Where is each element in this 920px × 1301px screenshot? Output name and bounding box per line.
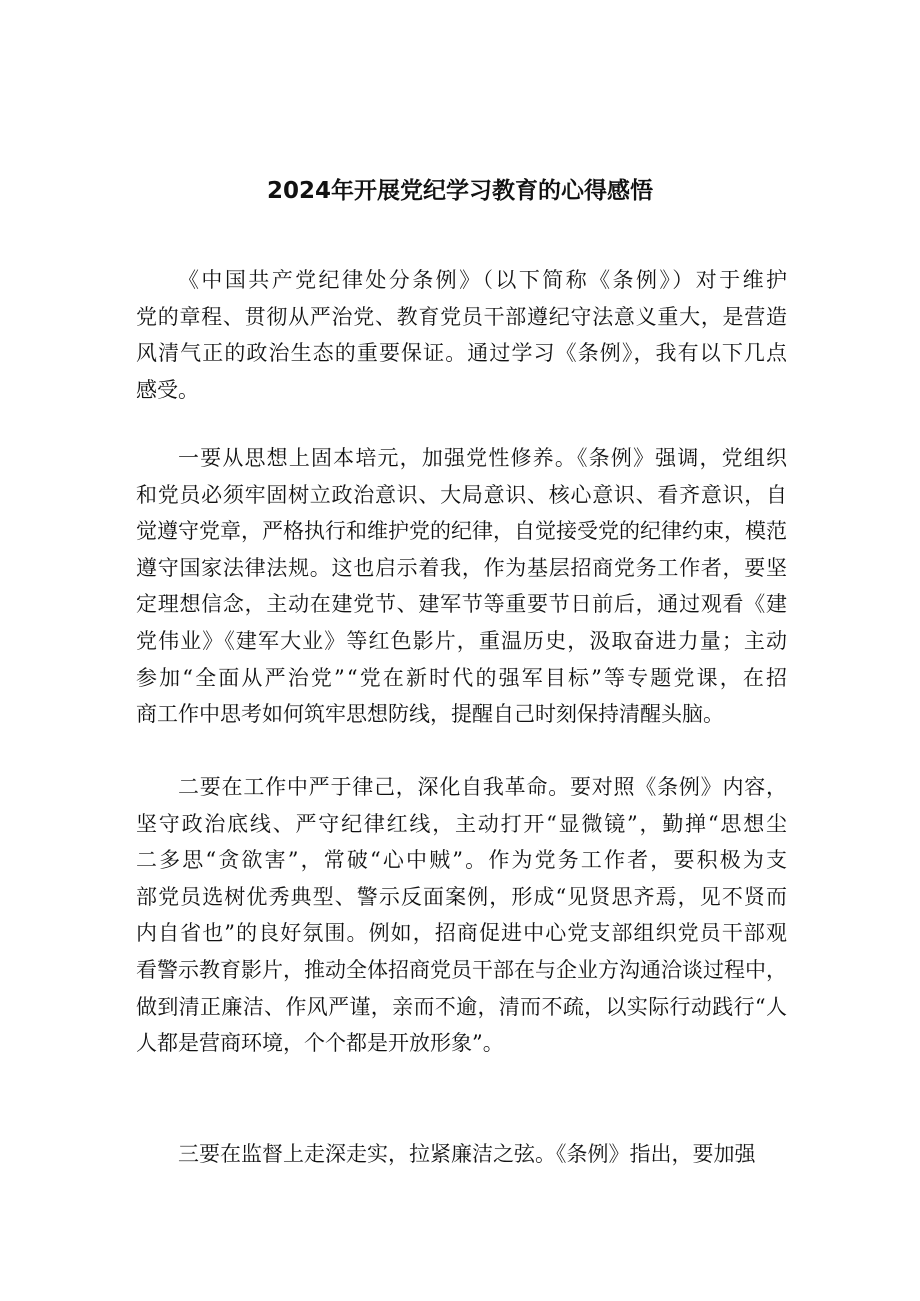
paragraph-4 [136,1136,787,1173]
paragraph-1 [136,262,790,408]
paragraph-line: 一要从思想上固本培元，加强党性修养。《条例》强调，党组织 [178,446,789,470]
paragraph-line: 人都是营商环境，个个都是开放形象”。 [136,1031,504,1056]
paragraph-line: 感受。 [136,377,199,402]
paragraph-line: 觉遵守党章，严格执行和维护党的纪律，自觉接受党的纪律约束，模范 [136,519,787,544]
paragraph-line: 二多思“贪欲害”，常破“心中贼”。作为党务工作者，要积极为支 [136,848,790,873]
paragraph-line: 部党员选树优秀典型、警示反面案例，形成“见贤思齐焉，见不贤而 [136,884,789,909]
document-title: 2024年开展党纪学习教育的心得感悟 [266,178,653,204]
paragraph-line: 商工作中思考如何筑牢思想防线，提醒自己时刻保持清醒头脑。 [136,702,724,727]
paragraph-line: 党的章程、贯彻从严治党、教育党员干部遵纪守法意义重大，是营造 [136,304,788,329]
paragraph-3 [136,769,790,1062]
paragraph-line: 定理想信念，主动在建党节、建军节等重要节日前后，通过观看《建 [136,592,788,617]
paragraph-line: 遵守国家法律法规。这也启示着我，作为基层招商党务工作者，要坚 [136,555,788,580]
paragraph-line: 和党员必须牢固树立政治意识、大局意识、核心意识、看齐意识，自 [136,482,788,507]
paragraph-line: 《中国共产党纪律处分条例》（以下简称《条例》）对于维护 [178,268,790,292]
paragraph-2 [136,440,790,733]
paragraph-line: 坚守政治底线、严守纪律红线，主动打开“显微镜”，勤掸“思想尘 [136,811,789,836]
paragraph-line: 二要在工作中严于律己，深化自我革命。要对照《条例》内容， [178,775,788,799]
paragraph-line: 党伟业》《建军大业》等红色影片，重温历史，汲取奋进力量；主动 [136,628,789,653]
paragraph-line: 三要在监督上走深走实，拉紧廉洁之弦。《条例》指出，要加强 [178,1142,756,1166]
paragraph-line: 参加“全面从严治党”“党在新时代的强军目标”等专题党课，在招 [136,665,790,690]
paragraph-line: 做到清正廉洁、作风严谨，亲而不逾，清而不疏，以实际行动践行“人 [136,994,788,1019]
paragraph-line: 风清气正的政治生态的重要保证。通过学习《条例》，我有以下几点 [136,341,789,366]
paragraph-line: 看警示教育影片，推动全体招商党员干部在与企业方沟通洽谈过程中， [136,957,787,982]
paragraph-line: 内自省也”的良好氛围。例如，招商促进中心党支部组织党员干部观 [136,921,789,946]
